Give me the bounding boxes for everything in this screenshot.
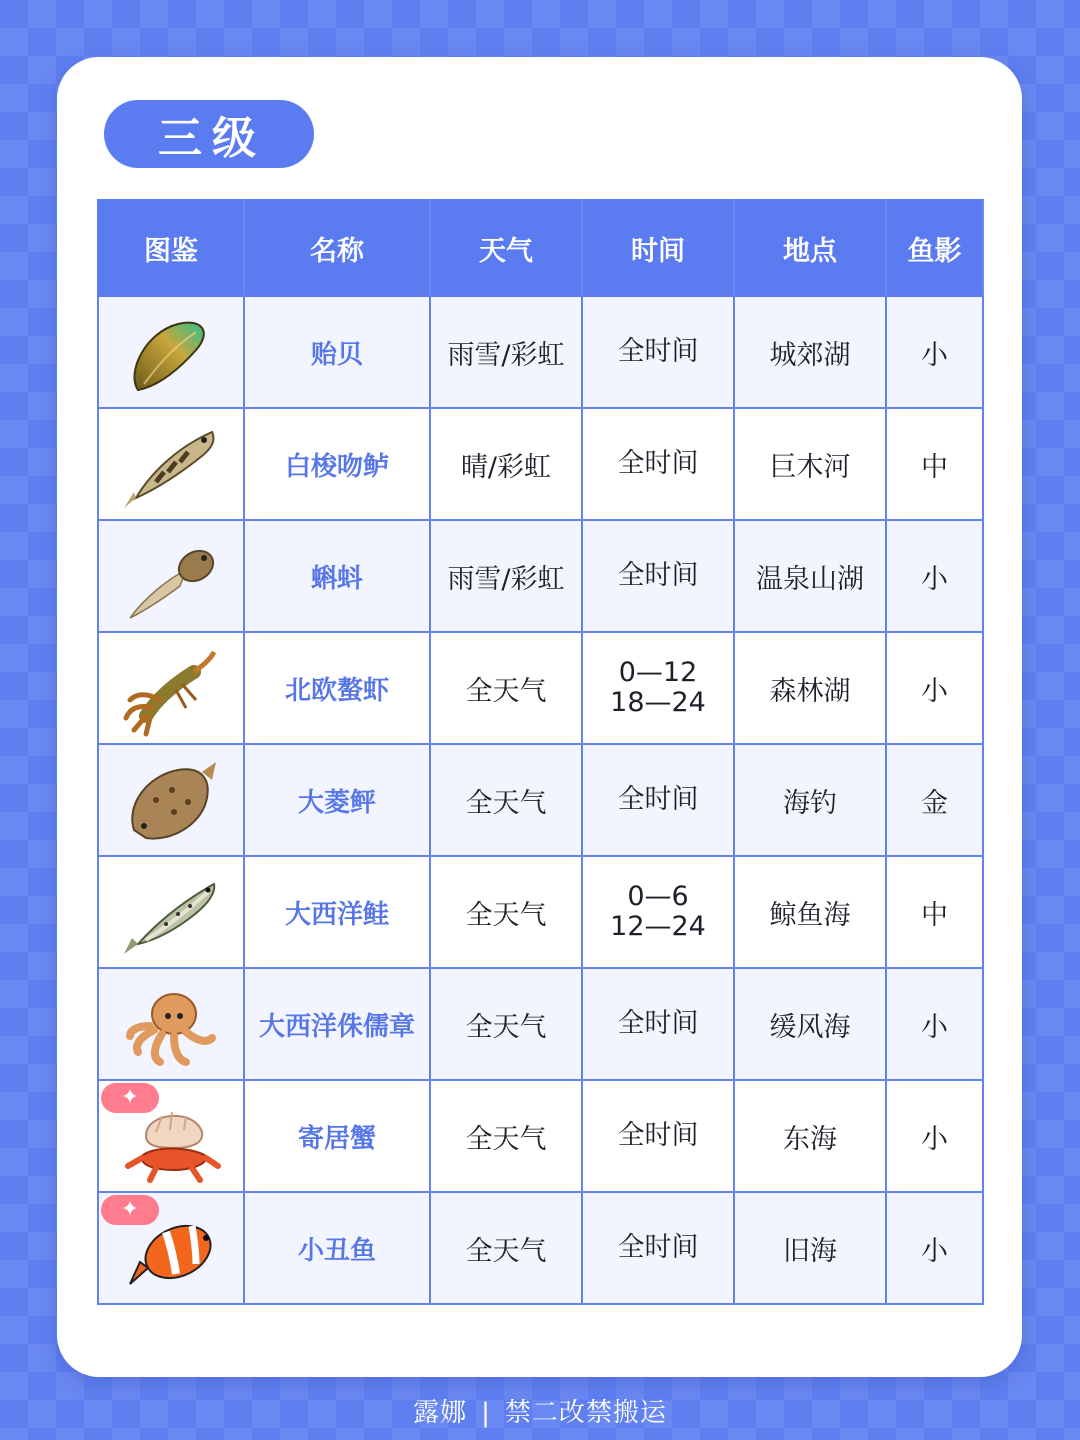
fish-location: 巨木河 <box>734 408 886 520</box>
fish-time <box>582 632 734 744</box>
fish-name: 北欧螯虾 <box>244 632 430 744</box>
fish-location: 城郊湖 <box>734 296 886 408</box>
salmon-icon <box>116 862 226 962</box>
time-line-1: 全时间 <box>617 1232 699 1263</box>
fish-weather: 全天气 <box>430 968 582 1080</box>
table-row <box>98 1192 983 1304</box>
table-row <box>98 632 983 744</box>
table-row <box>98 520 983 632</box>
header-shadow: 鱼影 <box>886 200 983 296</box>
fish-weather: 全天气 <box>430 856 582 968</box>
fish-shadow: 小 <box>886 968 983 1080</box>
time-line-1: 全时间 <box>617 560 699 591</box>
fish-weather: 全天气 <box>430 744 582 856</box>
time-line-1: 0—12 <box>618 657 698 688</box>
fish-table <box>97 199 984 1305</box>
pic-cell <box>98 744 244 856</box>
fish-time <box>582 1192 734 1304</box>
header-location: 地点 <box>734 200 886 296</box>
fish-time <box>582 744 734 856</box>
fish-weather: 全天气 <box>430 632 582 744</box>
footer <box>0 1392 1080 1429</box>
level-title: 三级 <box>158 113 266 164</box>
header-time: 时间 <box>582 200 734 296</box>
fish-location: 海钓 <box>734 744 886 856</box>
fish-shadow: 小 <box>886 1080 983 1192</box>
time-line-1: 全时间 <box>617 1120 699 1151</box>
pic-cell <box>98 856 244 968</box>
clownfish-icon <box>116 1198 226 1298</box>
pic-cell <box>98 968 244 1080</box>
header-pokedex: 图鉴 <box>98 200 244 296</box>
time-line-1: 0—6 <box>627 881 689 912</box>
time-line-2: 18—24 <box>610 687 706 718</box>
table-row <box>98 296 983 408</box>
time-line-1: 全时间 <box>617 448 699 479</box>
fish-weather: 全天气 <box>430 1080 582 1192</box>
footer-author: 露娜 <box>413 1398 468 1428</box>
fish-name: 大西洋鲑 <box>244 856 430 968</box>
octopus-icon <box>116 974 226 1074</box>
time-line-1: 全时间 <box>617 336 699 367</box>
fish-location: 鲸鱼海 <box>734 856 886 968</box>
new-badge: ✦ <box>101 1195 159 1225</box>
new-badge: ✦ <box>101 1083 159 1113</box>
fish-time <box>582 408 734 520</box>
pic-cell <box>98 632 244 744</box>
fish-time <box>582 856 734 968</box>
fish-location: 旧海 <box>734 1192 886 1304</box>
fish-shadow: 小 <box>886 520 983 632</box>
fish-name: 蝌蚪 <box>244 520 430 632</box>
fish-shadow: 中 <box>886 856 983 968</box>
fish-name: 大菱鲆 <box>244 744 430 856</box>
fish-location: 东海 <box>734 1080 886 1192</box>
table-row <box>98 968 983 1080</box>
pic-cell <box>98 408 244 520</box>
fish-shadow: 小 <box>886 632 983 744</box>
table-row <box>98 856 983 968</box>
fish-location: 温泉山湖 <box>734 520 886 632</box>
fish-shadow: 金 <box>886 744 983 856</box>
fish-time <box>582 1080 734 1192</box>
fish-weather: 晴/彩虹 <box>430 408 582 520</box>
footer-notice: 禁二改禁搬运 <box>504 1398 667 1428</box>
time-line-2: 12—24 <box>610 911 706 942</box>
hermit-crab-icon <box>116 1086 226 1186</box>
tadpole-icon <box>116 526 226 626</box>
fish-time <box>582 520 734 632</box>
header-weather: 天气 <box>430 200 582 296</box>
time-line-1: 全时间 <box>617 784 699 815</box>
footer-separator: | <box>481 1398 491 1428</box>
table-header-row <box>98 200 983 296</box>
table-row <box>98 408 983 520</box>
table-row <box>98 744 983 856</box>
pic-cell <box>98 296 244 408</box>
header-name: 名称 <box>244 200 430 296</box>
fish-shadow: 中 <box>886 408 983 520</box>
time-line-1: 全时间 <box>617 1008 699 1039</box>
pic-cell <box>98 1192 244 1304</box>
turbot-icon <box>116 750 226 850</box>
table-row <box>98 1080 983 1192</box>
fish-name: 大西洋侏儒章 <box>244 968 430 1080</box>
fish-shadow: 小 <box>886 296 983 408</box>
pic-cell <box>98 520 244 632</box>
fish-time <box>582 296 734 408</box>
fish-location: 森林湖 <box>734 632 886 744</box>
fish-weather: 雨雪/彩虹 <box>430 520 582 632</box>
fish-weather: 全天气 <box>430 1192 582 1304</box>
mussel-icon <box>116 302 226 402</box>
fish-weather: 雨雪/彩虹 <box>430 296 582 408</box>
fish-name: 小丑鱼 <box>244 1192 430 1304</box>
level-title-pill <box>104 100 314 168</box>
zander-fish-icon <box>116 414 226 514</box>
fish-name: 寄居蟹 <box>244 1080 430 1192</box>
fish-name: 白梭吻鲈 <box>244 408 430 520</box>
fish-location: 缓风海 <box>734 968 886 1080</box>
fish-name: 贻贝 <box>244 296 430 408</box>
fish-time <box>582 968 734 1080</box>
crayfish-icon <box>116 638 226 738</box>
fish-shadow: 小 <box>886 1192 983 1304</box>
pic-cell <box>98 1080 244 1192</box>
